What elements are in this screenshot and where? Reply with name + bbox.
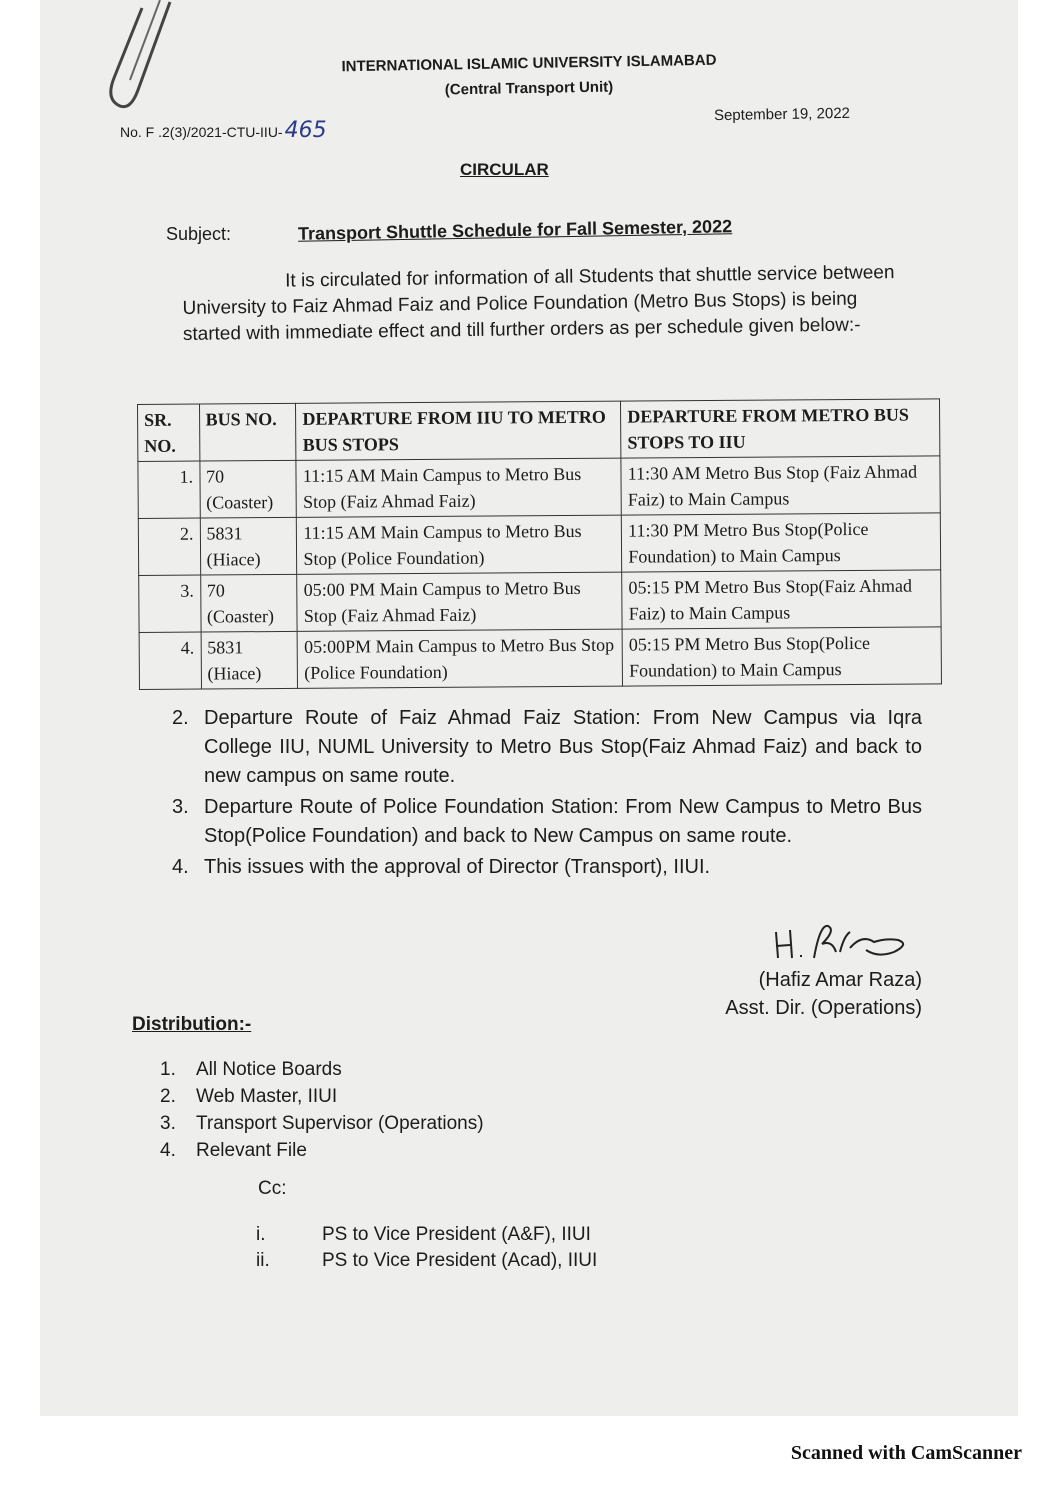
point-number: 2. — [172, 707, 189, 729]
table-row — [139, 627, 941, 690]
item-number: ii. — [256, 1250, 270, 1271]
distribution-heading: Distribution:- — [132, 1014, 252, 1035]
cell-from-iiu: 05:00PM Main Campus to Metro Bus Stop (Police Foundation) — [297, 629, 622, 688]
cell-from-iiu: 11:15 AM Main Campus to Metro Bus Stop (Police Foundation) — [297, 515, 622, 574]
point-text: Departure Route of Police Foundation Station: From New Campus to Metro Bus Stop(Police Foundation) and back to New Campus on same route. — [204, 796, 922, 847]
table-row — [138, 513, 940, 576]
cell-bus: 70 (Coaster) — [199, 460, 296, 518]
cc-list — [256, 1222, 597, 1274]
cell-bus: 70 (Coaster) — [200, 574, 297, 632]
handwritten-number: 465 — [284, 118, 327, 143]
distribution-list — [160, 1056, 484, 1164]
header-from-iiu: DEPARTURE FROM IIU TO METRO BUS STOPS — [296, 401, 621, 460]
table-header-row — [138, 399, 940, 462]
item-number: 4. — [160, 1140, 176, 1161]
item-text: Transport Supervisor (Operations) — [196, 1113, 484, 1134]
list-item — [256, 1222, 597, 1248]
cell-from-metro: 11:30 PM Metro Bus Stop(Police Foundation) to Main Campus — [621, 513, 940, 572]
item-text: Web Master, IIUI — [196, 1086, 338, 1107]
item-number: i. — [256, 1224, 266, 1245]
item-text: PS to Vice President (A&F), IIUI — [322, 1224, 591, 1245]
signatory-designation: Asst. Dir. (Operations) — [725, 997, 922, 1019]
cell-sr: 1. — [138, 461, 200, 518]
list-item — [160, 1137, 484, 1164]
intro-paragraph — [182, 260, 913, 348]
cell-from-iiu: 11:15 AM Main Campus to Metro Bus Stop (Faiz Ahmad Faiz) — [296, 458, 621, 517]
table-row — [139, 570, 941, 633]
cc-label: Cc: — [258, 1178, 287, 1199]
scanner-watermark: Scanned with CamScanner — [790, 1442, 1022, 1464]
cell-bus: 5831 (Hiace) — [200, 517, 297, 575]
cell-bus: 5831 (Hiace) — [201, 631, 298, 689]
point-text: Departure Route of Faiz Ahmad Faiz Station: From New Campus via Iqra College IIU, NUML University to Metro Bus Stop(Faiz Ahmad Faiz) and back to new campus on same route. — [204, 707, 922, 787]
cell-from-metro: 11:30 AM Metro Bus Stop (Faiz Ahmad Faiz) to Main Campus — [621, 456, 940, 515]
schedule-table — [137, 398, 942, 690]
signatory-block — [690, 966, 922, 1022]
signatory-name: (Hafiz Amar Raza) — [758, 969, 922, 991]
list-item — [160, 1056, 484, 1083]
item-number: 2. — [160, 1086, 176, 1107]
item-text: All Notice Boards — [196, 1059, 342, 1080]
item-text: PS to Vice President (Acad), IIUI — [322, 1250, 598, 1271]
cell-sr: 2. — [138, 518, 200, 575]
list-item — [172, 793, 922, 851]
reference-number — [120, 118, 327, 143]
list-item — [172, 853, 922, 882]
subject-text: Transport Shuttle Schedule for Fall Semester, 2022 — [297, 216, 733, 244]
cell-from-metro: 05:15 PM Metro Bus Stop(Police Foundation) to Main Campus — [622, 627, 941, 686]
list-item — [160, 1083, 484, 1110]
list-item — [172, 704, 922, 791]
point-number: 4. — [172, 856, 189, 878]
intro-text: It is circulated for information of all Students that shuttle service between University to Faiz Ahmad Faiz and Police Foundation (Metro Bus Stops) is being started with immediate effect and till further orders as per schedule given below:- — [182, 262, 895, 345]
circular-date: September 19, 2022 — [713, 104, 851, 125]
page-title: CIRCULAR — [460, 160, 549, 179]
list-item — [160, 1110, 484, 1137]
point-number: 3. — [172, 796, 189, 818]
university-name: INTERNATIONAL ISLAMIC UNIVERSITY ISLAMABAD — [341, 51, 717, 76]
cell-from-iiu: 05:00 PM Main Campus to Metro Bus Stop (Faiz Ahmad Faiz) — [297, 572, 622, 631]
header-bus: BUS NO. — [199, 403, 296, 461]
header-sr: SR. NO. — [138, 404, 200, 461]
point-text: This issues with the approval of Director (Transport), IIUI. — [204, 856, 711, 878]
cell-sr: 4. — [139, 632, 201, 689]
subject-label: Subject: — [166, 224, 232, 244]
numbered-points — [172, 704, 922, 884]
item-number: 3. — [160, 1113, 176, 1134]
unit-name: (Central Transport Unit) — [444, 78, 614, 99]
item-number: 1. — [160, 1059, 176, 1080]
signature — [770, 918, 920, 968]
cell-from-metro: 05:15 PM Metro Bus Stop(Faiz Ahmad Faiz) to Main Campus — [622, 570, 941, 629]
header-from-metro: DEPARTURE FROM METRO BUS STOPS TO IIU — [621, 399, 940, 458]
cell-sr: 3. — [139, 575, 201, 632]
reference-text: No. F .2(3)/2021-CTU-IIU- — [120, 124, 283, 140]
item-text: Relevant File — [196, 1140, 307, 1161]
table-row — [138, 456, 940, 519]
list-item — [256, 1248, 597, 1274]
